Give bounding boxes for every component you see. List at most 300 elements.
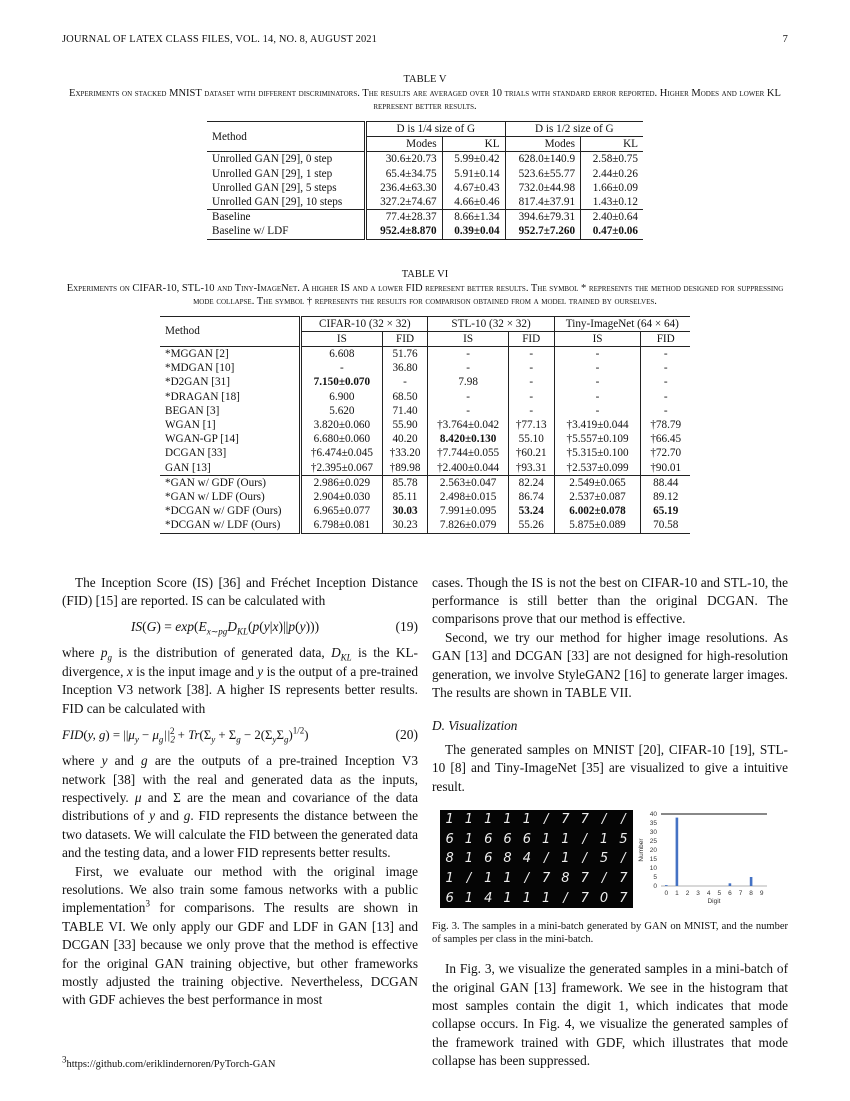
y-axis-label: Number bbox=[638, 838, 645, 862]
figure3-caption: Fig. 3. The samples in a mini-batch generated by GAN on MNIST, and the number of samples per class in the mini-batch. bbox=[432, 921, 788, 946]
method-cell: DCGAN [33] bbox=[165, 447, 227, 460]
value-cell bbox=[428, 446, 508, 460]
value-cell bbox=[554, 518, 641, 533]
value-cell bbox=[382, 390, 428, 404]
sample-digit: 1 bbox=[503, 870, 512, 886]
value: †33.20 bbox=[389, 447, 421, 460]
footnote bbox=[62, 1044, 418, 1071]
value-cell bbox=[428, 504, 508, 518]
sample-digit: 7 bbox=[542, 870, 551, 886]
best-value: 8.420±0.130 bbox=[439, 433, 497, 446]
value-cell bbox=[505, 167, 580, 181]
sample-digit: 7 bbox=[580, 890, 589, 906]
method-cell: *MDGAN [10] bbox=[165, 362, 235, 375]
best-value: 952.7±7.260 bbox=[518, 225, 576, 238]
math-symbol: g bbox=[141, 753, 148, 769]
math-symbol: y bbox=[299, 619, 306, 635]
math-symbol: G bbox=[146, 619, 157, 635]
value-cell bbox=[301, 490, 382, 504]
sample-digit: 1 bbox=[484, 812, 493, 828]
value: 2.58±0.75 bbox=[592, 153, 638, 166]
sample-digit: / bbox=[601, 812, 607, 828]
value: 85.11 bbox=[392, 491, 418, 504]
value-cell bbox=[641, 504, 690, 518]
sample-digit: 6 bbox=[484, 851, 493, 867]
value: 85.78 bbox=[392, 476, 418, 489]
two-column-body bbox=[62, 574, 788, 1071]
method-cell: *DRAGAN [18] bbox=[165, 390, 240, 403]
value-cell bbox=[442, 210, 505, 225]
value-cell bbox=[581, 210, 643, 225]
running-header-row bbox=[62, 34, 788, 45]
value: - bbox=[663, 348, 668, 361]
value: 4.66±0.46 bbox=[454, 196, 500, 209]
best-value: 0.47±0.06 bbox=[592, 225, 638, 238]
method-cell: Unrolled GAN [29], 10 steps bbox=[212, 196, 343, 209]
value: - bbox=[529, 376, 534, 389]
y-tick-label: 10 bbox=[649, 865, 657, 873]
value: 68.50 bbox=[392, 390, 418, 403]
x-tick-label: 9 bbox=[759, 890, 764, 898]
column-header: KL bbox=[442, 137, 505, 152]
value-cell bbox=[508, 375, 554, 389]
value-cell bbox=[505, 210, 580, 225]
value-cell bbox=[382, 404, 428, 418]
x-tick-label: 3 bbox=[696, 890, 700, 898]
column-header: FID bbox=[382, 331, 428, 346]
table-row bbox=[160, 432, 690, 446]
value-cell bbox=[382, 432, 428, 446]
column-header: FID bbox=[641, 331, 690, 346]
sample-digit: 7 bbox=[580, 812, 589, 828]
value-cell bbox=[382, 461, 428, 476]
value-cell bbox=[442, 224, 505, 239]
best-value: 53.24 bbox=[518, 505, 544, 518]
table5-title: TABLE V bbox=[403, 74, 447, 85]
value-cell bbox=[505, 152, 580, 167]
best-value: 7.150±0.070 bbox=[313, 376, 371, 389]
value-cell bbox=[382, 347, 428, 362]
value: 523.6±55.77 bbox=[518, 167, 576, 180]
sample-digit: / bbox=[582, 831, 587, 847]
column-group-header: D is 1/4 size of G bbox=[366, 122, 506, 137]
math-symbol: p bbox=[252, 619, 260, 635]
value: 70.58 bbox=[653, 519, 679, 532]
value: 2.986±0.029 bbox=[313, 476, 371, 489]
column-group-header: Tiny-ImageNet (64 × 64) bbox=[554, 316, 690, 331]
table5 bbox=[207, 121, 643, 240]
mnist-samples-image bbox=[440, 810, 633, 908]
table-row bbox=[160, 518, 690, 533]
sample-digit: 7 bbox=[619, 890, 628, 906]
value-cell bbox=[641, 404, 690, 418]
table-row bbox=[160, 490, 690, 504]
sample-digit: 1 bbox=[464, 851, 474, 867]
value-cell bbox=[366, 181, 443, 195]
value-cell bbox=[554, 418, 641, 432]
table-row bbox=[160, 390, 690, 404]
y-tick-label: 25 bbox=[649, 838, 657, 846]
value-cell bbox=[641, 375, 690, 389]
method-cell: Baseline w/ LDF bbox=[207, 224, 366, 239]
value: †72.70 bbox=[650, 447, 682, 460]
value-cell bbox=[442, 167, 505, 181]
figure3 bbox=[440, 810, 788, 908]
value-cell bbox=[428, 432, 508, 446]
value-cell bbox=[301, 432, 382, 446]
value: 6.798±0.081 bbox=[313, 519, 371, 532]
value: 86.74 bbox=[518, 491, 544, 504]
table5-caption bbox=[62, 73, 788, 113]
sample-digit: 6 bbox=[503, 831, 512, 847]
value: 4.67±0.43 bbox=[454, 181, 500, 194]
sample-digit: 1 bbox=[445, 870, 454, 886]
value-cell bbox=[508, 432, 554, 446]
value-cell bbox=[428, 347, 508, 362]
table6-title: TABLE VI bbox=[401, 268, 449, 280]
column-group-header: D is 1/2 size of G bbox=[505, 122, 643, 137]
histogram-bar bbox=[665, 885, 668, 886]
digit-histogram bbox=[637, 810, 772, 906]
method-cell: Baseline bbox=[207, 210, 366, 225]
value: - bbox=[595, 376, 600, 389]
math-symbol: x bbox=[126, 663, 133, 679]
page-number: 7 bbox=[782, 34, 788, 45]
x-tick-label: 4 bbox=[706, 890, 711, 898]
table-header-row bbox=[207, 122, 643, 137]
table6-caption bbox=[62, 268, 788, 308]
math-symbol: y bbox=[263, 619, 270, 635]
value: 2.904±0.030 bbox=[313, 491, 371, 504]
value: - bbox=[595, 362, 600, 375]
value-cell bbox=[301, 347, 382, 362]
histogram-bar bbox=[750, 877, 753, 886]
value-cell bbox=[366, 224, 443, 239]
math-symbol: x bbox=[272, 619, 279, 635]
sample-digit: 1 bbox=[464, 812, 474, 828]
column-group-header: STL-10 (32 × 32) bbox=[428, 316, 554, 331]
value: 30.6±20.73 bbox=[385, 153, 437, 166]
y-tick-label: 0 bbox=[653, 883, 657, 891]
value: †2.537±0.099 bbox=[566, 461, 629, 474]
table-row bbox=[207, 210, 643, 225]
method-cell: BEGAN [3] bbox=[165, 404, 220, 417]
value: †90.01 bbox=[650, 461, 682, 474]
value-cell bbox=[301, 418, 382, 432]
value: 2.549±0.065 bbox=[569, 476, 626, 489]
math-symbol: || bbox=[163, 728, 171, 743]
value: 1.66±0.09 bbox=[592, 181, 638, 194]
footnote-link[interactable]: https://github.com/eriklindernoren/PyTorch-GAN bbox=[66, 1058, 276, 1070]
method-cell: Unrolled GAN [29], 1 step bbox=[212, 167, 333, 180]
sample-digit: 7 bbox=[580, 870, 589, 886]
value: 2.498±0.015 bbox=[439, 491, 497, 504]
value: †6.474±0.045 bbox=[310, 447, 373, 460]
value: 5.99±0.42 bbox=[454, 153, 500, 166]
value: - bbox=[466, 362, 470, 375]
math-symbol: μ bbox=[128, 728, 135, 743]
value: 817.4±37.91 bbox=[518, 196, 576, 209]
sample-digit: / bbox=[582, 851, 587, 867]
section-heading: D. Visualization bbox=[432, 717, 518, 733]
value: 5.91±0.14 bbox=[454, 167, 500, 180]
math-symbol: FID bbox=[62, 728, 84, 743]
sample-digit: 1 bbox=[503, 812, 512, 828]
sample-digit: 7 bbox=[561, 812, 570, 828]
best-value: 30.03 bbox=[392, 505, 418, 518]
x-tick-label: 1 bbox=[675, 890, 679, 898]
sample-digit: / bbox=[621, 851, 626, 867]
table-row bbox=[160, 504, 690, 518]
sample-digit: 8 bbox=[503, 851, 512, 867]
value-cell bbox=[554, 475, 641, 490]
value: †89.98 bbox=[389, 461, 421, 474]
method-cell: *D2GAN [31] bbox=[165, 376, 230, 389]
value-cell bbox=[366, 167, 443, 181]
method-header: Method bbox=[160, 316, 301, 346]
sample-digit: 5 bbox=[599, 851, 609, 867]
paragraph: In Fig. 3, we visualize the generated samples in a mini-batch of the original GAN [13] framework. We see in the histogram that most samples contain the digit 1, which indicates that mode collapse occurs. In Fig. 4, we visualize the generated samples of the framework trained with GDF, which illustrates that mode collapse has been suppressed. bbox=[432, 961, 788, 1069]
value: - bbox=[529, 362, 534, 375]
sample-digit: 1 bbox=[522, 812, 531, 828]
table-header-row bbox=[160, 316, 690, 331]
math-symbol: y bbox=[101, 753, 108, 769]
table-row bbox=[160, 404, 690, 418]
value: 327.2±74.67 bbox=[380, 196, 437, 209]
value: 55.10 bbox=[518, 433, 544, 446]
value: †77.13 bbox=[515, 419, 547, 432]
sample-digit: 8 bbox=[561, 870, 570, 886]
method-cell: *DCGAN w/ GDF (Ours) bbox=[165, 505, 282, 518]
sample-digit: 1 bbox=[503, 890, 512, 906]
sample-digit: 1 bbox=[464, 890, 474, 906]
value: 71.40 bbox=[392, 404, 418, 417]
value-cell bbox=[641, 446, 690, 460]
value: 77.4±28.37 bbox=[385, 211, 437, 224]
value-cell bbox=[641, 475, 690, 490]
sample-digit: 1 bbox=[484, 870, 493, 886]
value: †5.557±0.109 bbox=[566, 433, 629, 446]
value-cell bbox=[581, 224, 643, 239]
histogram-bar bbox=[729, 883, 732, 886]
value-cell bbox=[505, 181, 580, 195]
value-cell bbox=[508, 347, 554, 362]
table-row bbox=[160, 361, 690, 375]
value: - bbox=[663, 404, 668, 417]
value-cell bbox=[554, 490, 641, 504]
table-row bbox=[207, 224, 643, 239]
value-cell bbox=[428, 390, 508, 404]
value: 36.80 bbox=[392, 362, 418, 375]
value: - bbox=[663, 376, 668, 389]
table-row bbox=[207, 195, 643, 210]
method-cell: *GAN w/ LDF (Ours) bbox=[165, 491, 265, 504]
value-cell bbox=[508, 461, 554, 476]
column-header: Modes bbox=[505, 137, 580, 152]
value-cell bbox=[508, 361, 554, 375]
value: 5.875±0.089 bbox=[569, 519, 626, 532]
x-tick-label: 8 bbox=[749, 890, 753, 898]
value: 5.620 bbox=[329, 404, 355, 417]
value-cell bbox=[508, 490, 554, 504]
math-symbol: E bbox=[198, 619, 207, 635]
sample-digit: 6 bbox=[522, 831, 531, 847]
value: 7.98 bbox=[458, 376, 478, 389]
value: 2.563±0.047 bbox=[439, 476, 497, 489]
sample-digit: / bbox=[466, 870, 472, 886]
x-tick-label: 2 bbox=[685, 890, 690, 898]
table-row bbox=[207, 181, 643, 195]
best-value: 0.39±0.04 bbox=[454, 225, 500, 238]
value-cell bbox=[581, 167, 643, 181]
value: 394.6±79.31 bbox=[518, 211, 576, 224]
value-cell bbox=[428, 461, 508, 476]
method-cell: Unrolled GAN [29], 0 step bbox=[207, 152, 366, 167]
value: - bbox=[663, 362, 668, 375]
value-cell bbox=[641, 418, 690, 432]
value-cell bbox=[428, 375, 508, 389]
value-cell bbox=[554, 461, 641, 476]
value: - bbox=[340, 362, 344, 375]
table-row bbox=[160, 446, 690, 460]
value-cell bbox=[508, 404, 554, 418]
value-cell bbox=[641, 390, 690, 404]
y-tick-label: 15 bbox=[649, 856, 657, 864]
sample-digit: 5 bbox=[619, 831, 628, 847]
math-symbol: y bbox=[257, 663, 264, 679]
value-cell bbox=[366, 210, 443, 225]
value-cell bbox=[301, 461, 382, 476]
y-tick-label: 5 bbox=[653, 874, 657, 882]
value-cell bbox=[508, 504, 554, 518]
value: †66.45 bbox=[650, 433, 682, 446]
paragraph: First, we evaluate our method with the original image resolutions. We also train some famous networks with a public implementation$^3$ for comparisons. The results are shown in TABLE VI. We only apply our GDF and LDF in GAN [13] and DCGAN [33] because we only prove that the method is effective for the original GAN training objective, but other frameworks mostly adjusted the training objective. Nevertheless, DCGAN with GDF achieves the best performance in most bbox=[62, 863, 418, 1008]
value: - bbox=[466, 348, 470, 361]
value-cell bbox=[382, 361, 428, 375]
sample-digit: 1 bbox=[561, 851, 570, 867]
value-cell bbox=[428, 418, 508, 432]
value-cell bbox=[505, 224, 580, 239]
method-cell: WGAN-GP [14] bbox=[165, 433, 239, 446]
value: 8.66±1.34 bbox=[454, 211, 500, 224]
math-symbol: μ bbox=[152, 728, 159, 743]
value: 6.608 bbox=[329, 348, 355, 361]
column-header: IS bbox=[428, 331, 508, 346]
value-cell bbox=[442, 195, 505, 210]
x-tick-label: 6 bbox=[728, 890, 732, 898]
math-symbol: Tr bbox=[188, 728, 200, 743]
math-symbol: p bbox=[100, 645, 108, 661]
equation-body: $IS(G) = \exp(E_{x\sim pg}D_{KL}(p(y|x)||p(y)))$ bbox=[130, 619, 320, 638]
x-tick-label: 5 bbox=[717, 890, 722, 898]
value-cell bbox=[366, 152, 443, 167]
math-symbol: μ bbox=[134, 789, 142, 805]
value: - bbox=[529, 390, 534, 403]
value-cell bbox=[301, 361, 382, 375]
value-cell bbox=[442, 152, 505, 167]
value: 55.90 bbox=[392, 419, 418, 432]
value: 7.991±0.095 bbox=[439, 505, 497, 518]
footnote-mark: 3 bbox=[62, 1054, 67, 1065]
value: - bbox=[663, 390, 668, 403]
value: 1.43±0.12 bbox=[592, 196, 638, 209]
value: - bbox=[529, 348, 534, 361]
value: †3.419±0.044 bbox=[566, 419, 629, 432]
math-symbol: p bbox=[288, 619, 296, 635]
value-cell bbox=[505, 195, 580, 210]
sample-digit: 8 bbox=[445, 851, 454, 867]
value-cell bbox=[508, 446, 554, 460]
equation-number: (20) bbox=[395, 727, 418, 743]
value-cell bbox=[554, 375, 641, 389]
sample-digit: / bbox=[621, 812, 626, 828]
value-cell bbox=[554, 432, 641, 446]
value-cell bbox=[508, 475, 554, 490]
value-cell bbox=[301, 446, 382, 460]
value: - bbox=[595, 348, 600, 361]
sample-digit: 0 bbox=[599, 890, 609, 906]
math-symbol: y, g bbox=[87, 728, 106, 743]
math-symbol: g bbox=[183, 808, 191, 824]
value-cell bbox=[554, 361, 641, 375]
sample-digit: 4 bbox=[484, 890, 493, 906]
x-axis-label: Digit bbox=[707, 898, 721, 906]
equation-19 bbox=[62, 610, 418, 644]
math-symbol: exp bbox=[175, 619, 194, 635]
sample-digit: / bbox=[601, 870, 607, 886]
value-cell bbox=[301, 475, 382, 490]
value-cell bbox=[554, 446, 641, 460]
value-cell bbox=[382, 375, 428, 389]
method-cell: *MGGAN [2] bbox=[160, 347, 301, 362]
value: - bbox=[595, 404, 600, 417]
method-cell: *DCGAN w/ LDF (Ours) bbox=[160, 518, 301, 533]
value-cell bbox=[641, 461, 690, 476]
method-cell: GAN [13] bbox=[165, 461, 211, 474]
column-group-header: CIFAR-10 (32 × 32) bbox=[301, 316, 428, 331]
value-cell bbox=[554, 504, 641, 518]
value-cell bbox=[641, 490, 690, 504]
value-cell bbox=[508, 418, 554, 432]
value: †7.744±0.055 bbox=[437, 447, 500, 460]
value: 88.44 bbox=[653, 476, 679, 489]
sample-digit: / bbox=[563, 890, 568, 906]
value-cell bbox=[382, 446, 428, 460]
sample-digit: 1 bbox=[445, 812, 454, 828]
value: †2.400±0.044 bbox=[437, 461, 500, 474]
value-cell bbox=[641, 518, 690, 533]
table6 bbox=[160, 316, 690, 534]
value: 40.20 bbox=[392, 433, 418, 446]
value-cell bbox=[301, 518, 382, 533]
best-value: 952.4±8.870 bbox=[380, 225, 437, 238]
value-cell bbox=[641, 361, 690, 375]
best-value: 6.002±0.078 bbox=[569, 505, 626, 518]
value: 6.965±0.077 bbox=[313, 505, 371, 518]
value-cell bbox=[554, 404, 641, 418]
value: 3.820±0.060 bbox=[313, 419, 371, 432]
value: †2.395±0.067 bbox=[310, 461, 373, 474]
value: 2.44±0.26 bbox=[592, 167, 638, 180]
value: 6.900 bbox=[329, 390, 355, 403]
column-header: FID bbox=[508, 331, 554, 346]
sample-digit: 1 bbox=[522, 890, 531, 906]
histogram-bar bbox=[676, 818, 679, 886]
value: †93.31 bbox=[515, 461, 547, 474]
value: 6.680±0.060 bbox=[313, 433, 371, 446]
value-cell bbox=[428, 404, 508, 418]
sample-digit: 1 bbox=[599, 831, 609, 847]
